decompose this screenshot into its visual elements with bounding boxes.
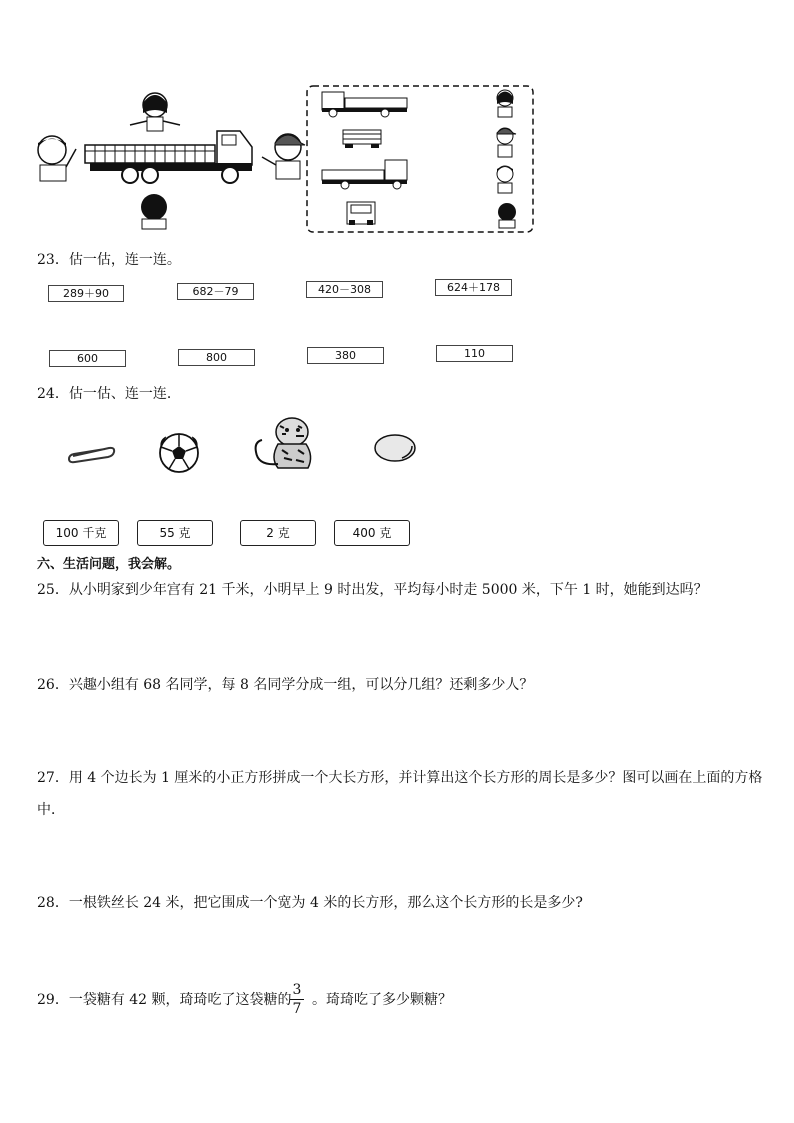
girl-top-figure xyxy=(130,93,180,131)
weight-card[interactable]: 100 千克 xyxy=(43,520,119,546)
q23-expression-card[interactable]: 682－79 xyxy=(177,283,254,300)
q23-answer-card[interactable]: 380 xyxy=(307,347,384,364)
truck-view-rear xyxy=(343,130,381,148)
q27-text-line2: 中． xyxy=(37,802,65,818)
q29-fraction-numerator: 3 xyxy=(292,982,302,998)
truck-view-front xyxy=(347,202,375,225)
q23-expression-card[interactable]: 624＋178 xyxy=(435,279,512,296)
q29-text-before: 29．一袋糖有 42 颗，琦琦吃了这袋糖的 xyxy=(37,992,292,1008)
tiger-toy-icon[interactable] xyxy=(248,414,320,472)
q27-text-line1: 27．用 4 个边长为 1 厘米的小正方形拼成一个大长方形，并计算出这个长方形的周长是多少？图可以画在上面的方格 xyxy=(37,770,763,786)
q24-title: 24．估一估、连一连． xyxy=(37,386,181,402)
q23-answer-card[interactable]: 600 xyxy=(49,350,126,367)
section-six-heading: 六、生活问题，我会解。 xyxy=(37,557,181,572)
q29-text-after: 。琦琦吃了多少颗糖？ xyxy=(312,992,452,1008)
truck-view-front-left xyxy=(322,92,407,117)
weight-card[interactable]: 2 克 xyxy=(240,520,316,546)
truck-views-panel xyxy=(305,84,535,234)
soccer-ball-icon[interactable] xyxy=(158,432,200,474)
q26-text: 26．兴趣小组有 68 名同学，每 8 名同学分成一组，可以分几组？还剩多少人？ xyxy=(37,677,534,693)
paperclip-icon[interactable] xyxy=(65,440,117,466)
q29-fraction xyxy=(290,982,304,1017)
q23-expression-card[interactable]: 289＋90 xyxy=(48,285,124,302)
q23-answer-card[interactable]: 110 xyxy=(436,345,513,362)
girl-bottom-figure xyxy=(141,194,167,229)
weight-card[interactable]: 55 克 xyxy=(137,520,213,546)
q29-fraction-denominator: 7 xyxy=(292,1001,302,1017)
q25-text: 25．从小明家到少年宫有 21 千米，小明早上 9 时出发，平均每小时走 5000 米，下午 1 时，她能到达吗？ xyxy=(37,582,708,598)
egg-icon[interactable] xyxy=(372,432,418,464)
small-boy-figure xyxy=(497,166,513,193)
small-girl-figure xyxy=(497,90,513,117)
boy-left-figure xyxy=(38,136,76,181)
truck-view-side-right xyxy=(322,160,407,189)
q23-title: 23．估一估，连一连。 xyxy=(37,252,181,268)
small-boy-cap-figure xyxy=(497,128,516,157)
q28-text: 28．一根铁丝长 24 米，把它围成一个宽为 4 米的长方形，那么这个长方形的长是多少? xyxy=(37,895,583,911)
truck-observers-illustration xyxy=(30,85,310,230)
boy-right-figure xyxy=(262,134,305,179)
truck-side-view xyxy=(85,131,252,183)
weight-card[interactable]: 400 克 xyxy=(334,520,410,546)
q23-answer-card[interactable]: 800 xyxy=(178,349,255,366)
small-girl-back-figure xyxy=(498,203,516,228)
q23-expression-card[interactable]: 420－308 xyxy=(306,281,383,298)
